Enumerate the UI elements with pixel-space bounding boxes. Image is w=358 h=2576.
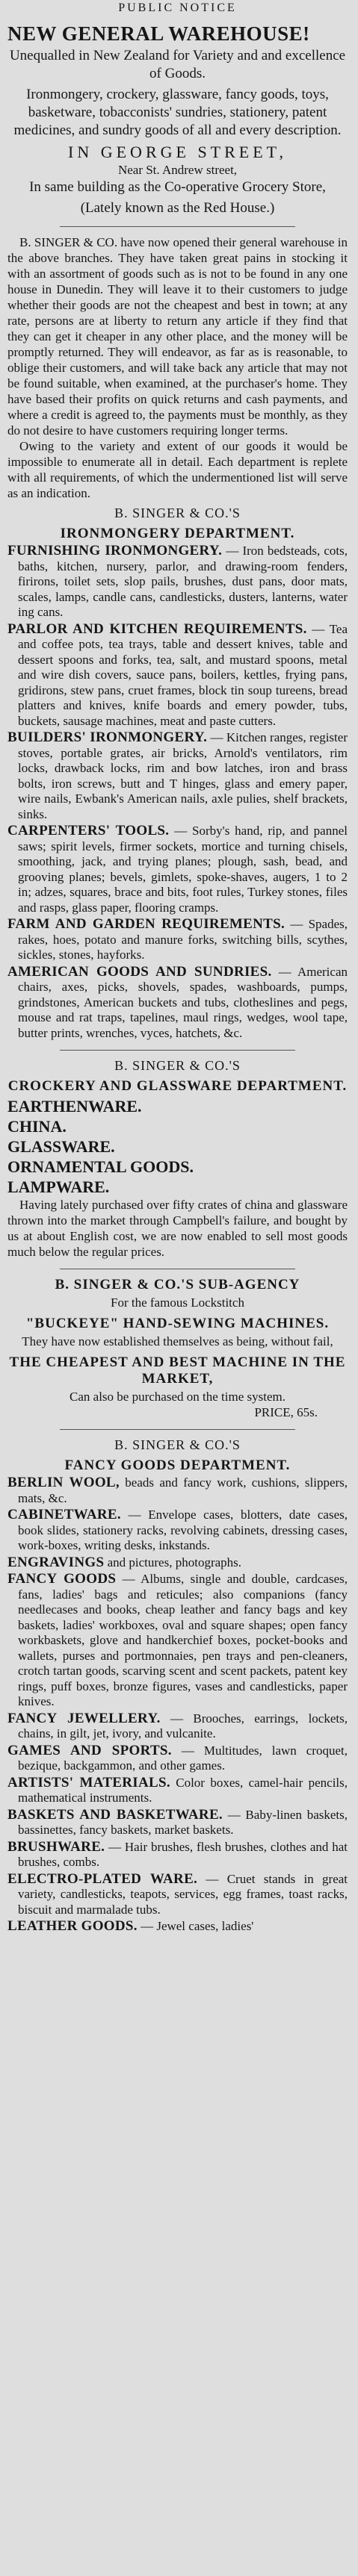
list-item-heading: ELECTRO-PLATED WARE. xyxy=(7,1870,198,1887)
list-item xyxy=(7,1711,348,1742)
crockery-lines xyxy=(7,1096,348,1197)
sewing-subtitle: For the famous Lockstitch xyxy=(111,1295,244,1310)
list-item-heading: FARM AND GARDEN REQUIREMENTS. xyxy=(7,916,286,932)
former-name: (Lately known as the Red House.) xyxy=(80,200,275,216)
list-item xyxy=(7,1808,348,1838)
headline: NEW GENERAL WAREHOUSE! xyxy=(7,22,310,45)
list-item-heading: FANCY GOODS xyxy=(7,1571,117,1587)
ironmongery-department-title: IRONMONGERY DEPARTMENT. xyxy=(60,526,295,541)
list-item xyxy=(7,1872,348,1918)
list-item xyxy=(7,1840,348,1870)
list-item xyxy=(7,622,348,729)
sewing-claim: They have now established themselves as being, without fail, xyxy=(22,1334,333,1348)
list-item-heading: CARPENTERS' TOOLS. xyxy=(7,823,170,839)
list-item-heading: PARLOR AND KITCHEN REQUIREMENTS. xyxy=(7,620,307,637)
list-item-text: — Jewel cases, ladies' xyxy=(141,1919,254,1933)
list-item-text: — Tea and coffee pots, tea trays, table and dessert knives, table and dessert spoons and forks, tea, salt, and mustard spoons, metal and wire dish covers, sauce pans, boilers, kettles, frying pans, gridirons, stew pans, cruet frames, block tin soup tureens, bread platters and knives, knife boards and emery powder, tubs, buckets, sausage machines, meat and paste cutters. xyxy=(18,621,348,728)
list-item xyxy=(7,1776,348,1806)
list-item-text: — Envelope cases, blotters, date cases, book slides, stationery racks, revolving cabinets, dressing cases, work-boxes, writing desks, inkstands. xyxy=(18,1508,348,1552)
list-item-text: — Cruet stands in great variety, candlesticks, teapots, services, egg frames, toast racks, biscuit and marmalade tubs. xyxy=(18,1871,348,1917)
list-item xyxy=(7,1919,348,1935)
list-item-heading: LEATHER GOODS. xyxy=(7,1918,138,1934)
list-item xyxy=(7,544,348,620)
list-item-text: Color boxes, camel-hair pencils, mathematical instruments. xyxy=(18,1775,348,1805)
list-item xyxy=(7,730,348,822)
intro-line-1: Unequalled in New Zealand for Variety and and excellence of Goods. xyxy=(9,48,346,81)
list-item xyxy=(7,1572,348,1710)
list-item-heading: GAMES AND SPORTS. xyxy=(7,1742,172,1758)
fancy-firm: B. SINGER & CO.'S xyxy=(114,1437,241,1452)
list-item-heading: ARTISTS' MATERIALS. xyxy=(7,1774,170,1791)
sewing-price: PRICE, 65s. xyxy=(254,1405,318,1419)
list-item-heading: BERLIN WOOL, xyxy=(7,1475,120,1490)
list-item-text: — Baby-linen baskets, bassinettes, fancy baskets, market baskets. xyxy=(18,1807,348,1837)
ironmongery-list xyxy=(7,544,348,1041)
fancy-department-title: FANCY GOODS DEPARTMENT. xyxy=(64,1457,291,1473)
street-name: IN GEORGE STREET, xyxy=(68,143,287,161)
crockery-firm: B. SINGER & CO.'S xyxy=(114,1058,241,1073)
list-item xyxy=(7,1743,348,1774)
sewing-terms: Can also be purchased on the time system. xyxy=(70,1390,286,1404)
list-item-text: — Brooches, earrings, lockets, chains, in gilt, jet, ivory, and vulcanite. xyxy=(18,1711,348,1740)
newspaper-column xyxy=(0,1,358,2576)
list-item xyxy=(7,1475,348,1506)
list-item-heading: BUILDERS' IRONMONGERY. xyxy=(7,729,208,745)
body-paragraph-1: B. SINGER & CO. have now opened their general warehouse in the above branches. They have taken great pains in stocking it with an assortment of goods such as is not to be found in any one house in Dunedin. They will leave it to their customers to judge whether their goods are not the cheapest and best in town; at any rate, persons are at liberty to return any article if they find that they can get it cheaper in any other place, and the money will be promptly returned. They will endeavor, as far as is reasonable, to oblige their customers, and will take back any article that may not be found suitable, when examined, at the purchaser's home. They have based their profits on quick returns and cash payments, and where a credit is agreed to, the payments must be monthly, as they do not desire to have customers requiring longer terms. xyxy=(7,235,348,438)
crockery-note: Having lately purchased over fifty crates of china and glassware thrown into the market through Campbell's failure, and bought by us at about English cost, we are now enabled to sell most goods much below the regular prices. xyxy=(7,1198,348,1259)
divider xyxy=(60,1429,295,1430)
building-note: In same building as the Co-operative Grocery Store, xyxy=(29,179,326,195)
crockery-line: LAMPWARE. xyxy=(7,1177,110,1196)
list-item-text: — Albums, single and double, cardcases, fans, ladies' bags and reticules; also companions (fancy needlecases and books, cheap leather and fancy bags and key baskets, ladies' workboxes, oval and square shapes; open fancy workbaskets, glove and handkerchief boxes, pocket-books and wallets, purses and portmonnaies, pen trays and pen-cleaners, crotch tartan goods, scarving scent and scent packets, patent key rings, puff boxes, bronze figures, vases and candlesticks, paper knives. xyxy=(18,1572,348,1708)
body-paragraph-2: Owing to the variety and extent of our goods it would be impossible to enumerate all in detail. Each department is replete with all requirements, of which the undermentioned list will serve as an indication. xyxy=(7,439,348,500)
sewing-title: B. SINGER & CO.'S SUB-AGENCY xyxy=(55,1277,300,1292)
list-item-text: beads and fancy work, cushions, slippers, mats, &c. xyxy=(18,1475,348,1505)
crockery-line: GLASSWARE. xyxy=(7,1137,115,1156)
list-item-text: — Kitchen ranges, register stoves, portable grates, air bricks, Arnold's ventilators, rim locks, drawback locks, rim and bow latches, iron and brass bolts, iron screws, butt and T hinges, glass and emery paper, wire nails, Ewbank's American nails, axle pulies, shelf brackets, sinks. xyxy=(18,730,348,821)
list-item-heading: FANCY JEWELLERY. xyxy=(7,1710,161,1726)
list-item-heading: ENGRAVINGS xyxy=(7,1554,105,1570)
list-item-heading: BRUSHWARE. xyxy=(7,1838,105,1855)
list-item-text: — Multitudes, lawn croquet, bezique, backgammon, and other games. xyxy=(18,1743,348,1773)
crockery-line: CHINA. xyxy=(7,1117,67,1136)
list-item xyxy=(7,1555,348,1571)
crockery-line: ORNAMENTAL GOODS. xyxy=(7,1157,194,1176)
intro-line-2: Ironmongery, crockery, glassware, fancy goods, toys, basketware, tobacconists' sundries, stationery, patent medicines, and sundry goods of all and every description. xyxy=(13,87,342,138)
list-item-text: and pictures, photographs. xyxy=(107,1555,242,1569)
crockery-department-title: CROCKERY AND GLASSWARE DEPARTMENT. xyxy=(7,1078,348,1094)
list-item-text: — Spades, rakes, hoes, potato and manure forks, switching bills, scythes, sickles, stones, hayforks. xyxy=(18,917,348,962)
list-item-heading: AMERICAN GOODS AND SUNDRIES. xyxy=(7,963,272,980)
sewing-machine-name: "BUCKEYE" HAND-SEWING MACHINES. xyxy=(25,1316,330,1331)
list-item-heading: BASKETS AND BASKETWARE. xyxy=(7,1806,223,1823)
list-item xyxy=(7,917,348,963)
list-item xyxy=(7,824,348,915)
list-item-text: — Sorby's hand, rip, and pannel saws; spirit levels, firmer sockets, mortice and turning chisels, smoothing, jack, and trying planes; plough, sash, bead, and grooving planes; bevels, gimlets, spoke-shaves, augers, 1 to 2 in; adzes, squares, brace and bits, foot rules, Turkey stones, files and rasps, glass paper, flooring cramps. xyxy=(18,824,348,915)
list-item xyxy=(7,965,348,1042)
near-street: Near St. Andrew street, xyxy=(117,163,238,177)
list-item-text: — American chairs, axes, picks, shovels, spades, washboards, pumps, grindstones, American buckets and tubs, clotheslines and pegs, mouse and rat traps, tapelines, maul rings, wedges, wool tape, butter prints, wrenches, vyces, hatchets, &c. xyxy=(18,964,348,1040)
list-item-text: — Iron bedsteads, cots, baths, kitchen, nursery, parlor, and drawing-room fenders, firirons, toilet sets, slop pails, brushes, dust pans, door mats, scales, lamps, candle cans, candlesticks, dusters, lanterns, water ing cans. xyxy=(18,544,348,619)
list-item-text: — Hair brushes, flesh brushes, clothes and hat brushes, combs. xyxy=(18,1839,348,1869)
crockery-line: EARTHENWARE. xyxy=(7,1097,142,1116)
list-item-heading: CABINETWARE. xyxy=(7,1507,121,1522)
sewing-best: THE CHEAPEST AND BEST MACHINE IN THE MARKET, xyxy=(9,1354,346,1387)
ironmongery-firm: B. SINGER & CO.'S xyxy=(114,505,241,520)
fancy-goods-list xyxy=(7,1475,348,1935)
divider xyxy=(60,226,295,227)
divider xyxy=(60,1050,295,1051)
masthead: PUBLIC NOTICE xyxy=(118,1,237,14)
list-item-heading: FURNISHING IRONMONGERY. xyxy=(7,543,223,559)
list-item xyxy=(7,1508,348,1554)
